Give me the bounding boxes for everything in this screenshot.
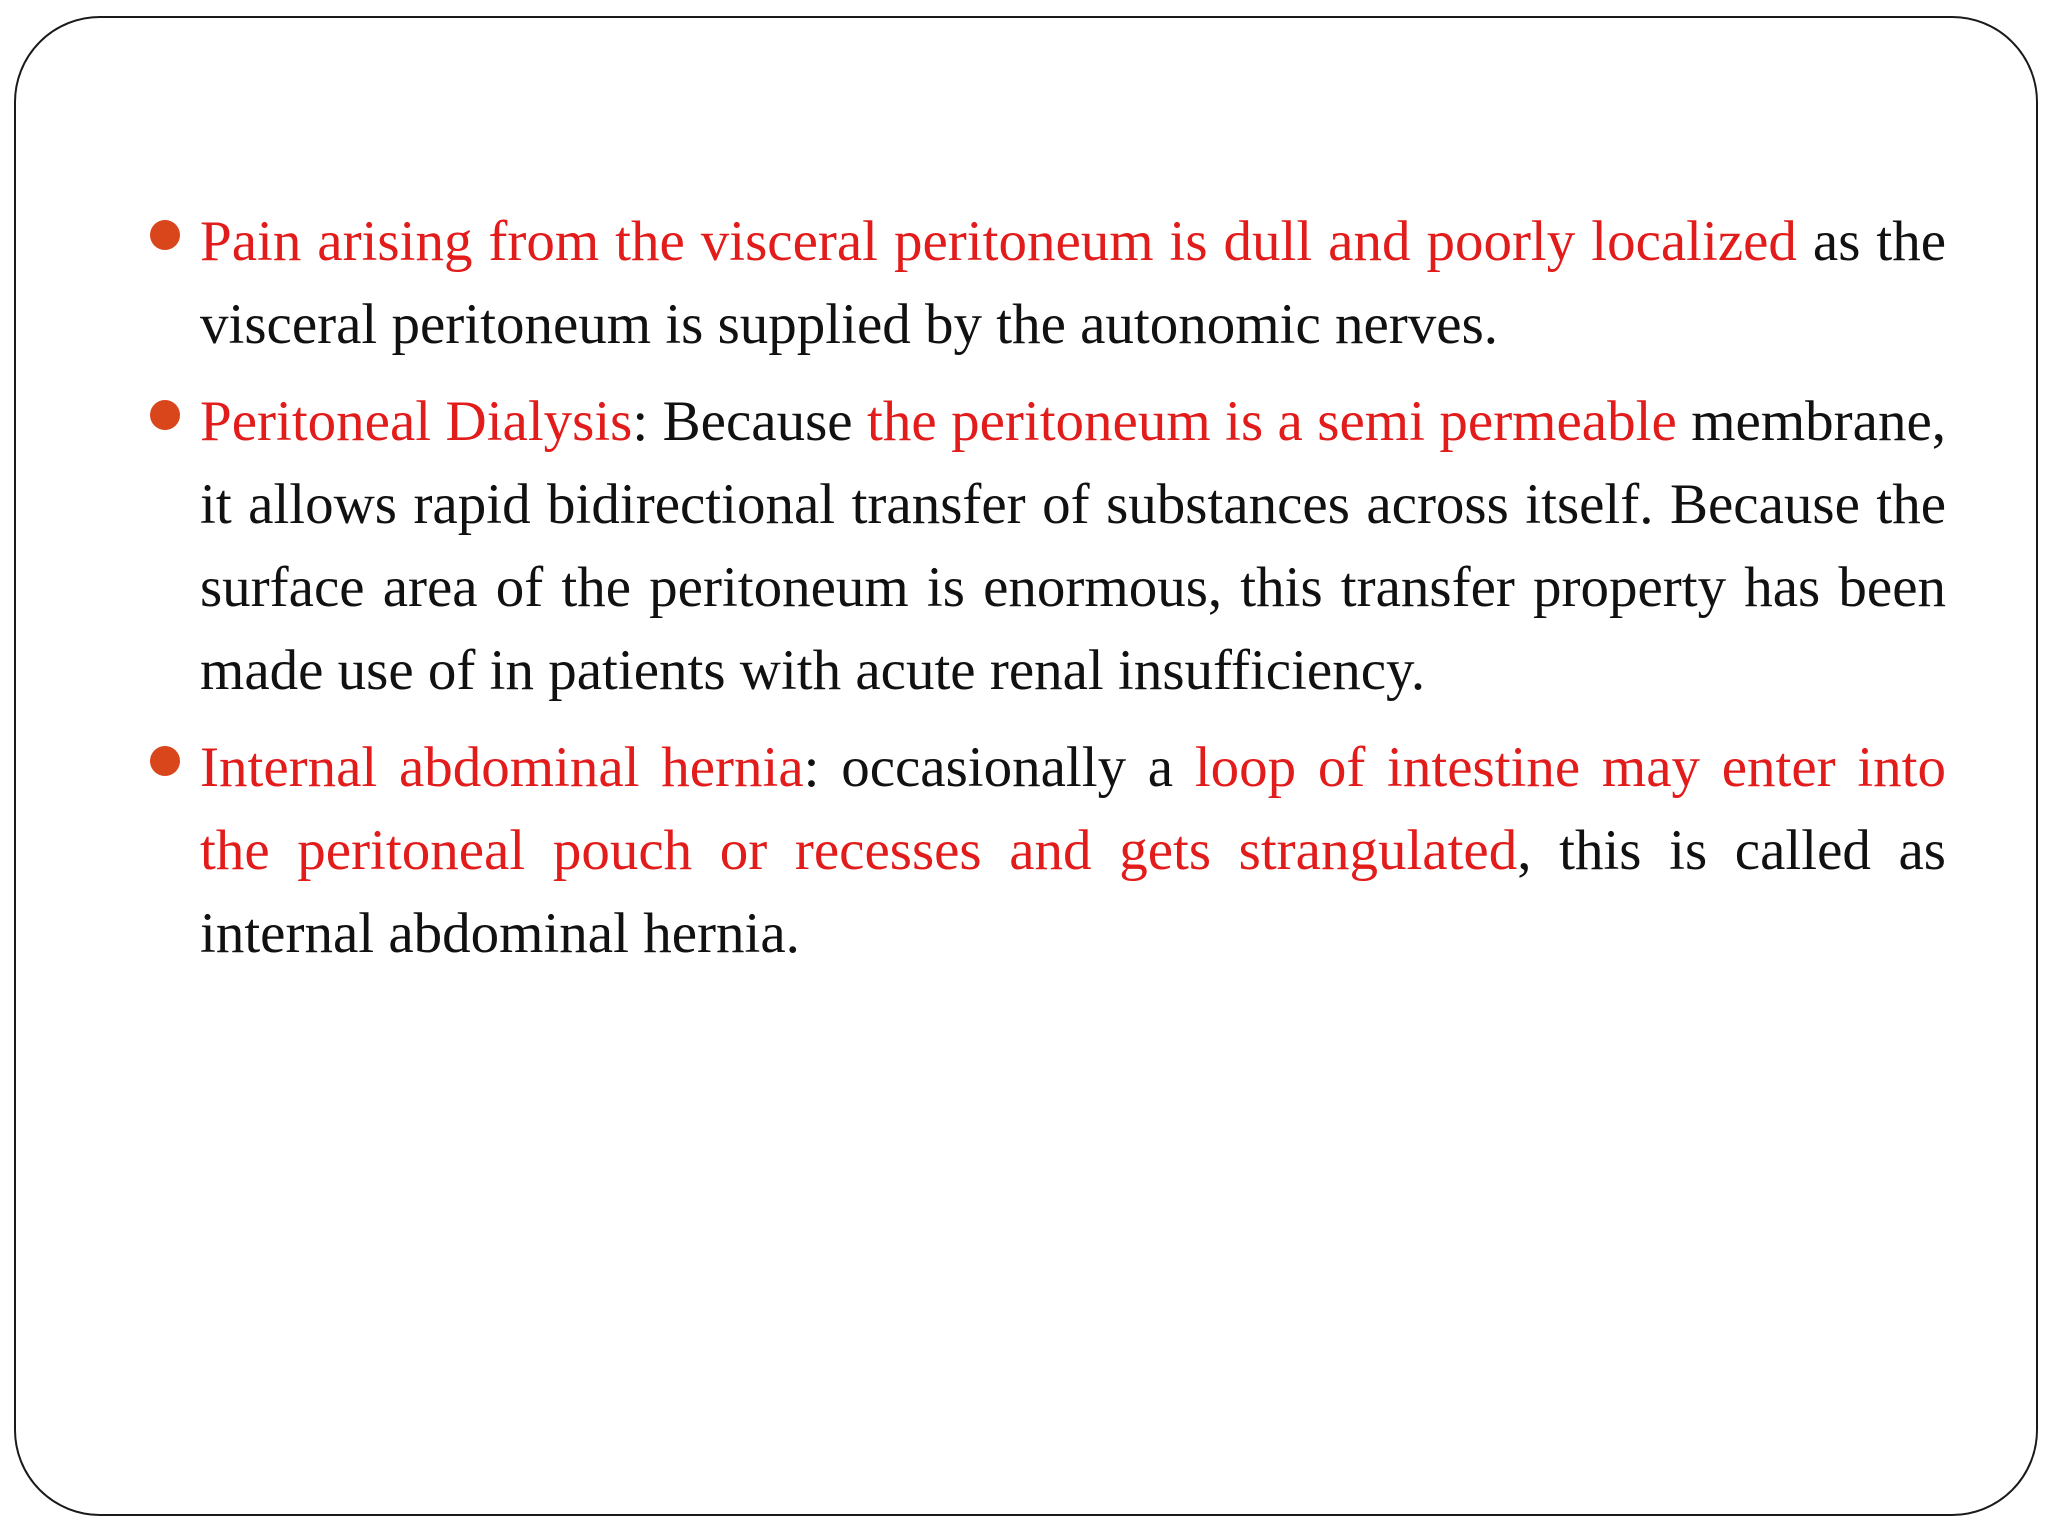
bullet-dot-icon <box>150 400 180 430</box>
body-text: : Because <box>632 390 867 453</box>
bullet-dot-icon <box>150 746 180 776</box>
body-text: membrane, it allows rapid bidirectional transfer of substances across itself. Because the surface area of the peritoneum is enormous, this transfer property has been made use of in patients with acute renal insufficiency. <box>200 390 1946 702</box>
bullet-item-visceral-pain <box>142 200 1946 366</box>
body-text: , this is called as internal abdominal hernia. <box>200 819 1946 965</box>
slide-frame <box>14 16 2038 1516</box>
body-text: : occasionally a <box>803 736 1195 799</box>
bullet-list <box>142 200 1946 989</box>
bullet-item-peritoneal-dialysis <box>142 380 1946 712</box>
highlight-text: Peritoneal Dialysis <box>200 390 633 453</box>
bullet-dot-icon <box>150 220 180 250</box>
highlight-text: the peritoneum is a semi permeable <box>867 390 1677 453</box>
highlight-text: loop of intestine may enter into the peritoneal pouch or recesses and gets strangulated <box>200 736 1946 882</box>
highlight-text: Internal abdominal hernia <box>200 736 804 799</box>
highlight-text: Pain arising from the visceral peritoneum is dull and poorly localized <box>200 210 1797 273</box>
bullet-item-internal-hernia <box>142 726 1946 975</box>
body-text: as the visceral peritoneum is supplied by the autonomic nerves. <box>200 210 1946 356</box>
